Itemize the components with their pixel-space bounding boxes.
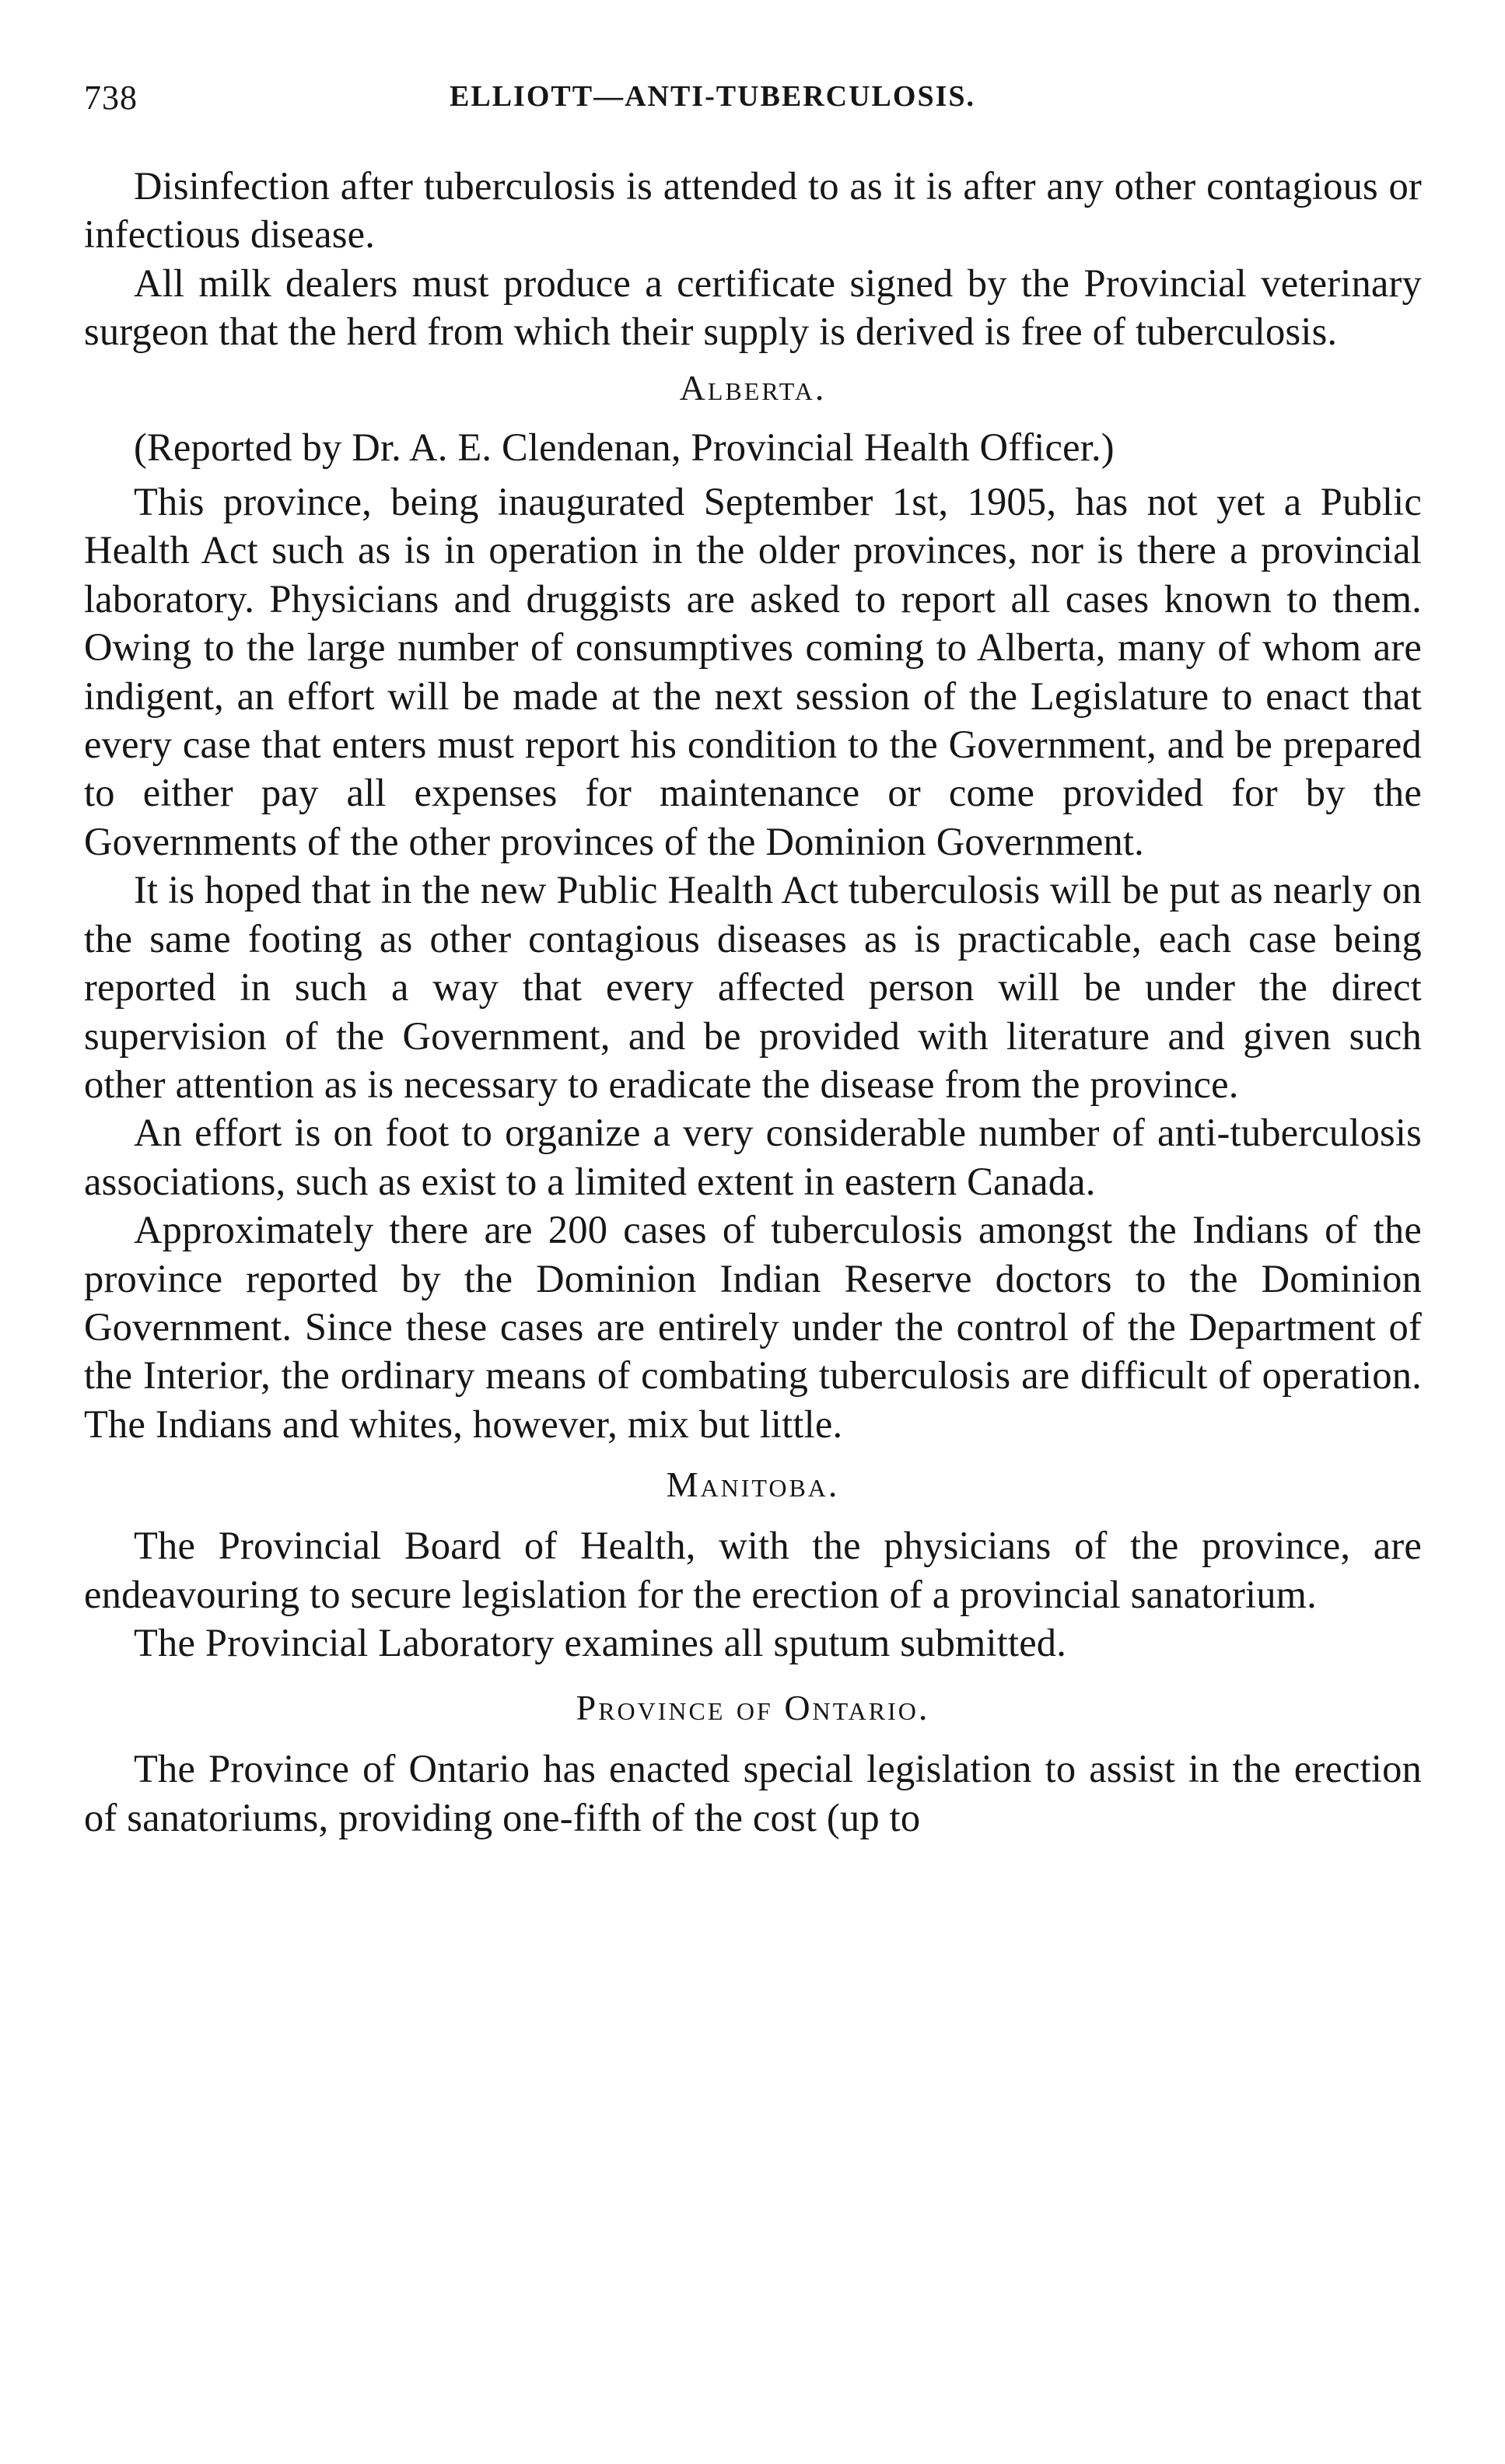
paragraph-manitoba-laboratory: The Provincial Laboratory examines all sputum submitted. [134,1620,1067,1664]
section-heading-alberta: Alberta. [679,367,827,408]
page-number: 738 [84,79,138,117]
running-title: ELLIOTT—ANTI-TUBERCULOSIS. [450,80,976,113]
paragraph-public-health-act: It is hoped that in the new Public Health Act tuberculosis will be put as nearly on the same footing as other contagious diseases as is practicable, each case being reported in such a way that every affected person will be under the direct supervision of the Government, and be provided with literature and given such other attention as is necessary to eradicate the disease from the province. [84,868,1422,1106]
paragraph-indians: Approximately there are 200 cases of tuberculosis amongst the Indians of the province reported by the Dominion Indian Reserve doctors to the Dominion Government. Since these cases are entirely under the control of the Department of the Interior, the ordinary means of combating tuberculosis are difficult of operation. The Indians and whites, however, mix but little. [84,1208,1422,1446]
paragraph-disinfection: Disinfection after tuberculosis is attended to as it is after any other contagious or infectious disease. [84,164,1422,257]
running-header [84,70,1422,132]
paragraph-alberta-province: This province, being inaugurated September 1st, 1905, has not yet a Public Health Act such as is in operation in the older provinces, nor is there a provincial laboratory. Physicians and druggists are asked to report all cases known to them. Owing to the large number of consumptives coming to Alberta, many of whom are indigent, an effort will be made at the next session of the Legislature to enact that every case that enters must report his condition to the Government, and be prepared to either pay all expenses for maintenance or come provided for by the Governments of the other provinces of the Dominion Government. [84,480,1422,863]
paragraph-associations: An effort is on foot to organize a very considerable number of anti-tuberculosis associations, such as exist to a limited extent in eastern Canada. [84,1111,1422,1203]
alberta-byline: (Reported by Dr. A. E. Clendenan, Provincial Health Officer.) [134,425,1115,469]
body-text [84,162,1422,1842]
document-page [84,70,1422,1842]
paragraph-milk-dealers: All milk dealers must produce a certificate signed by the Provincial veterinary surgeon that the herd from which their supply is derived is free of tuberculosis. [84,261,1422,354]
section-heading-manitoba: Manitoba. [666,1465,840,1505]
paragraph-ontario: The Province of Ontario has enacted special legislation to assist in the erection of sanatoriums, providing one-fifth of the cost (up to [84,1747,1422,1839]
paragraph-manitoba-board: The Provincial Board of Health, with the physicians of the province, are endeavouring to secure legislation for the erection of a provincial sanatorium. [84,1524,1422,1616]
section-heading-ontario: Province of Ontario. [576,1688,930,1728]
